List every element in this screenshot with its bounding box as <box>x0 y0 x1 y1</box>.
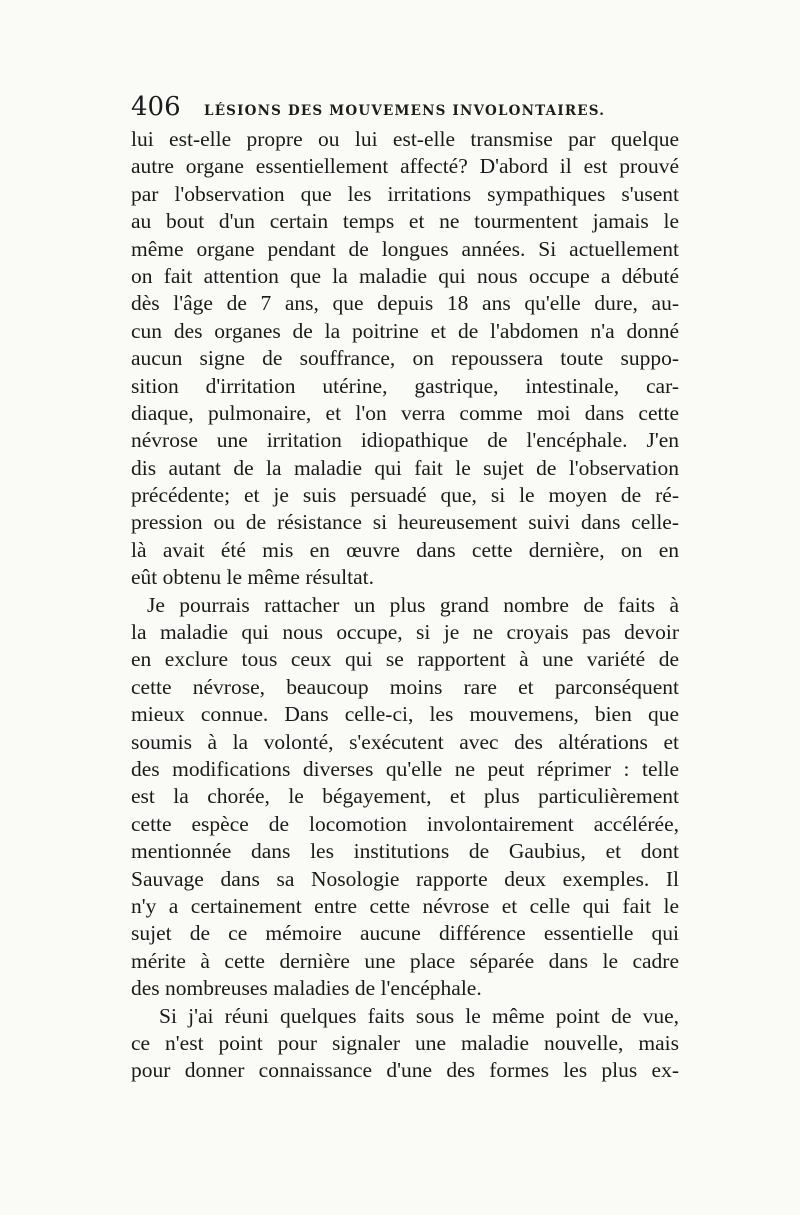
text-line: mérite à cette dernière une place séparée dans le cadre <box>131 948 679 973</box>
text-line: pour donner connaissance d'une des formes les plus ex- <box>131 1058 679 1083</box>
page-number: 406 <box>131 92 181 122</box>
text-line: Je pourrais rattacher un plus grand nombre de faits à <box>147 592 679 617</box>
text-line: on fait attention que la maladie qui nous occupe a débuté <box>131 263 679 288</box>
text-line: diaque, pulmonaire, et l'on verra comme moi dans cette <box>131 400 679 425</box>
text-line: autre organe essentiellement affecté? D'abord il est prouvé <box>131 154 679 179</box>
text-line: sition d'irritation utérine, gastrique, intestinale, car- <box>131 373 679 398</box>
text-line: ce n'est point pour signaler une maladie nouvelle, mais <box>131 1030 679 1055</box>
text-line: au bout d'un certain temps et ne tourmentent jamais le <box>131 209 679 234</box>
page-header <box>131 92 691 124</box>
text-line: cette espèce de locomotion involontairement accélérée, <box>131 811 679 836</box>
text-line: en exclure tous ceux qui se rapportent à une variété de <box>131 647 679 672</box>
text-line: cun des organes de la poitrine et de l'abdomen n'a donné <box>131 318 679 343</box>
paragraph <box>131 1003 679 1085</box>
text-line: même organe pendant de longues années. Si actuellement <box>131 236 679 261</box>
text-line: des nombreuses maladies de l'encéphale. <box>131 976 482 1001</box>
paragraph <box>131 592 679 1003</box>
text-line: cette névrose, beaucoup moins rare et parconséquent <box>131 674 679 699</box>
text-line: lui est-elle propre ou lui est-elle transmise par quelque <box>131 127 679 151</box>
text-line: mieux connue. Dans celle-ci, les mouvemens, bien que <box>131 702 679 727</box>
text-line: dès l'âge de 7 ans, que depuis 18 ans qu'elle dure, au- <box>131 291 679 316</box>
text-line: dis autant de la maladie qui fait le sujet de l'observation <box>131 455 679 480</box>
text-line: la maladie qui nous occupe, si je ne croyais pas devoir <box>131 620 679 645</box>
body-text <box>131 126 679 1085</box>
text-line: Si j'ai réuni quelques faits sous le même point de vue, <box>159 1003 679 1028</box>
text-line: par l'observation que les irritations sympathiques s'usent <box>131 181 679 206</box>
text-line: Sauvage dans sa Nosologie rapporte deux exemples. Il <box>131 866 679 891</box>
text-line: soumis à la volonté, s'exécutent avec des altérations et <box>131 729 679 754</box>
text-line: mentionnée dans les institutions de Gaubius, et dont <box>131 839 679 864</box>
text-line: aucun signe de souffrance, on repoussera toute suppo- <box>131 346 679 371</box>
text-line: sujet de ce mémoire aucune différence essentielle qui <box>131 921 679 946</box>
text-line: névrose une irritation idiopathique de l'encéphale. J'en <box>131 428 679 453</box>
text-line: précédente; et je suis persuadé que, si le moyen de ré- <box>131 483 679 508</box>
text-line: eût obtenu le même résultat. <box>131 565 374 590</box>
text-line: là avait été mis en œuvre dans cette dernière, on en <box>131 537 679 562</box>
text-line: pression ou de résistance si heureusement suivi dans celle- <box>131 510 679 535</box>
text-line: des modifications diverses qu'elle ne peut réprimer : telle <box>131 756 679 781</box>
paragraph <box>131 126 679 592</box>
text-line: est la chorée, le bégayement, et plus particulièrement <box>131 784 679 809</box>
text-line: n'y a certainement entre cette névrose et celle qui fait le <box>131 893 679 918</box>
running-title: LÉSIONS DES MOUVEMENS INVOLONTAIRES. <box>204 103 606 119</box>
